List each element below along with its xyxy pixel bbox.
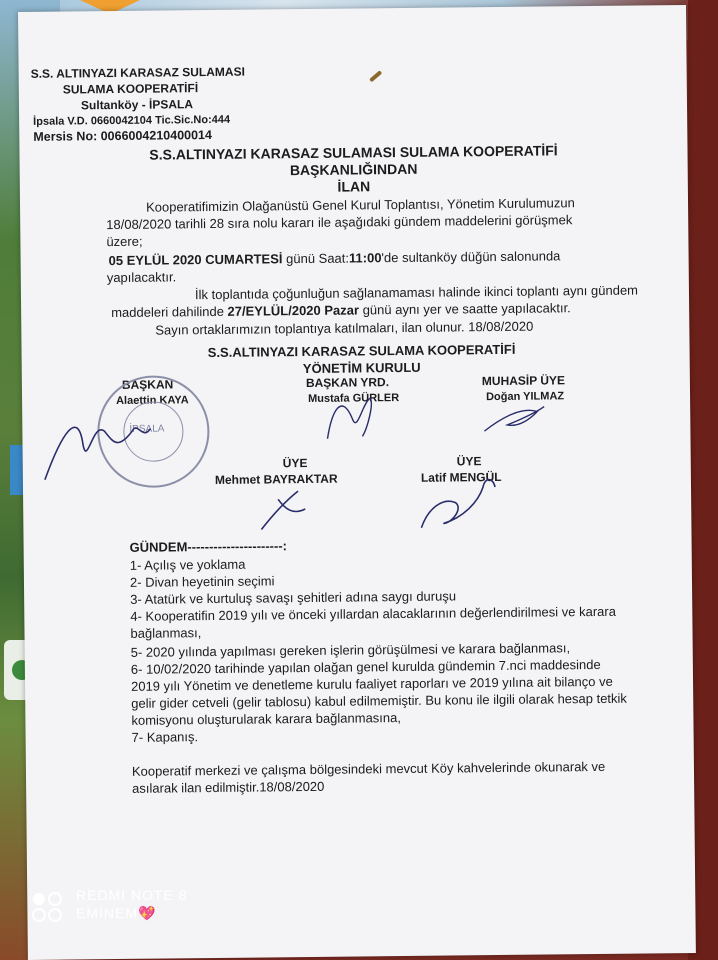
signature-uye2 [421, 480, 495, 528]
agenda-item: 5- 2020 yılında yapılması gereken işlerin görüşülmesi ve karara bağlanması, [130, 640, 571, 660]
member-role-uye1: ÜYE [282, 455, 308, 471]
board-title-line1: S.S.ALTINYAZI KARASAZ SULAMA KOOPERATİFİ [207, 341, 516, 361]
agenda-item: 6- 10/02/2020 tarihinde yapılan olağan genel kurulda gündemin 7.nci maddesinde [130, 656, 601, 677]
agenda-heading: GÜNDEM----------------------: [129, 538, 288, 555]
signatures [18, 5, 692, 552]
watermark-device: REDMI NOTE 8 [76, 887, 188, 903]
second-meeting-date: 27/EYLÜL/2020 Pazar [227, 302, 360, 319]
company-header-line1: S.S. ALTINYAZI KARASAZ SULAMASI [30, 64, 245, 81]
agenda-item: 3- Atatürk ve kurtuluş savaşı şehitleri adına saygı duruşu [130, 588, 457, 607]
agenda-item: 1- Açılış ve yoklama [129, 556, 246, 573]
second-meeting-prefix: maddeleri dahilinde [111, 303, 228, 321]
signature-uye1 [261, 491, 305, 529]
announcement-p1-l1: Kooperatifimizin Olağanüstü Genel Kurul Toplantısı, Yönetim Kurulumuzun [145, 195, 575, 215]
signature-muhasip [484, 407, 544, 432]
announcement-p3-l1: İlk toplantıda çoğunluğun sağlanamaması halinde ikinci toplantı aynı gündem [194, 282, 639, 303]
member-role-uye2: ÜYE [456, 454, 482, 469]
company-header-line3: Sultanköy - İPSALA [80, 97, 194, 113]
title-line3: İLAN [337, 178, 371, 195]
board-title-line2: YÖNETİM KURULU [302, 359, 421, 377]
company-header-line5: Mersis No: 0066004210400014 [33, 127, 212, 144]
company-header-line2: SULAMA KOOPERATİFİ [62, 81, 199, 97]
member-role-baskan: BAŞKAN [121, 377, 174, 392]
agenda-item: 2- Divan heyetinin seçimi [129, 573, 275, 590]
agenda-item: 4- Kooperatifin 2019 yılı ve önceki yıllardan alacaklarının değerlendirilmesi ve karara [130, 603, 616, 624]
agenda-item: 7- Kapanış. [131, 729, 199, 745]
title-line1: S.S.ALTINYAZI KARASAZ SULAMASI SULAMA KOOPERATİFİ [149, 142, 558, 163]
announcement-p2-l2: yapılacaktır. [106, 269, 177, 286]
announcement-p4: Sayın ortaklarımızın toplantıya katılmaları, ilan olunur. 18/08/2020 [155, 318, 534, 338]
title-line2: BAŞKANLIĞINDAN [289, 160, 418, 179]
announcement-p1-l3: üzere; [106, 233, 143, 250]
agenda-item: 2019 yılı Yönetim ve denetleme kurulu faaliyet raporları ve 2019 yılına ait bilanço ve [130, 673, 613, 694]
meeting-mid: günü Saat: [282, 250, 350, 267]
signature-baskan-yrd [327, 398, 372, 438]
member-role-muhasip: MUHASİP ÜYE [481, 373, 566, 389]
member-name-baskan-yrd: Mustafa GÜRLER [308, 392, 400, 405]
member-role-baskan-yrd: BAŞKAN YRD. [305, 375, 390, 391]
camera-watermark-icon [30, 890, 66, 926]
footer-line2: asılarak ilan edilmiştir.18/08/2020 [132, 778, 325, 796]
camera-watermark [76, 886, 188, 922]
company-header-line4: İpsala V.D. 0660042104 Tic.Sic.No:444 [33, 113, 231, 128]
footer-line1: Kooperatif merkezi ve çalışma bölgesindeki mevcut Köy kahvelerinde okunarak ve [131, 758, 606, 779]
agenda-item: gelir gider cetveli (gelir tablosu) kabul edilmemiştir. Bu konu ile ilgili olarak hesap tetkik [131, 690, 627, 711]
agenda-item: komisyonu oluşturularak karara bağlanmasına, [131, 710, 402, 728]
watermark-user: EMİNEM💖 [76, 905, 157, 921]
meeting-date: 05 EYLÜL 2020 CUMARTESİ [108, 251, 283, 269]
agenda-item: bağlanması, [130, 625, 202, 641]
notice-paper [18, 5, 696, 960]
member-name-uye2: Latif MENGÜL [420, 469, 502, 485]
member-name-uye1: Mehmet BAYRAKTAR [214, 471, 338, 487]
member-name-baskan: Alaettin KAYA [116, 394, 189, 407]
stamp-city: İPSALA [129, 423, 165, 435]
meeting-time: 11:00 [348, 250, 382, 266]
meeting-place: 'de sultanköy düğün salonunda [381, 248, 561, 266]
signature-baskan [44, 426, 151, 479]
second-meeting-suffix: günü aynı yer ve saatte yapılacaktır. [358, 300, 571, 318]
announcement-p1-l2: 18/08/2020 tarihli 28 sıra nolu kararı ile aşağıdaki gündem maddelerini görüşmek [106, 212, 573, 233]
member-name-muhasip: Doğan YILMAZ [485, 390, 565, 404]
